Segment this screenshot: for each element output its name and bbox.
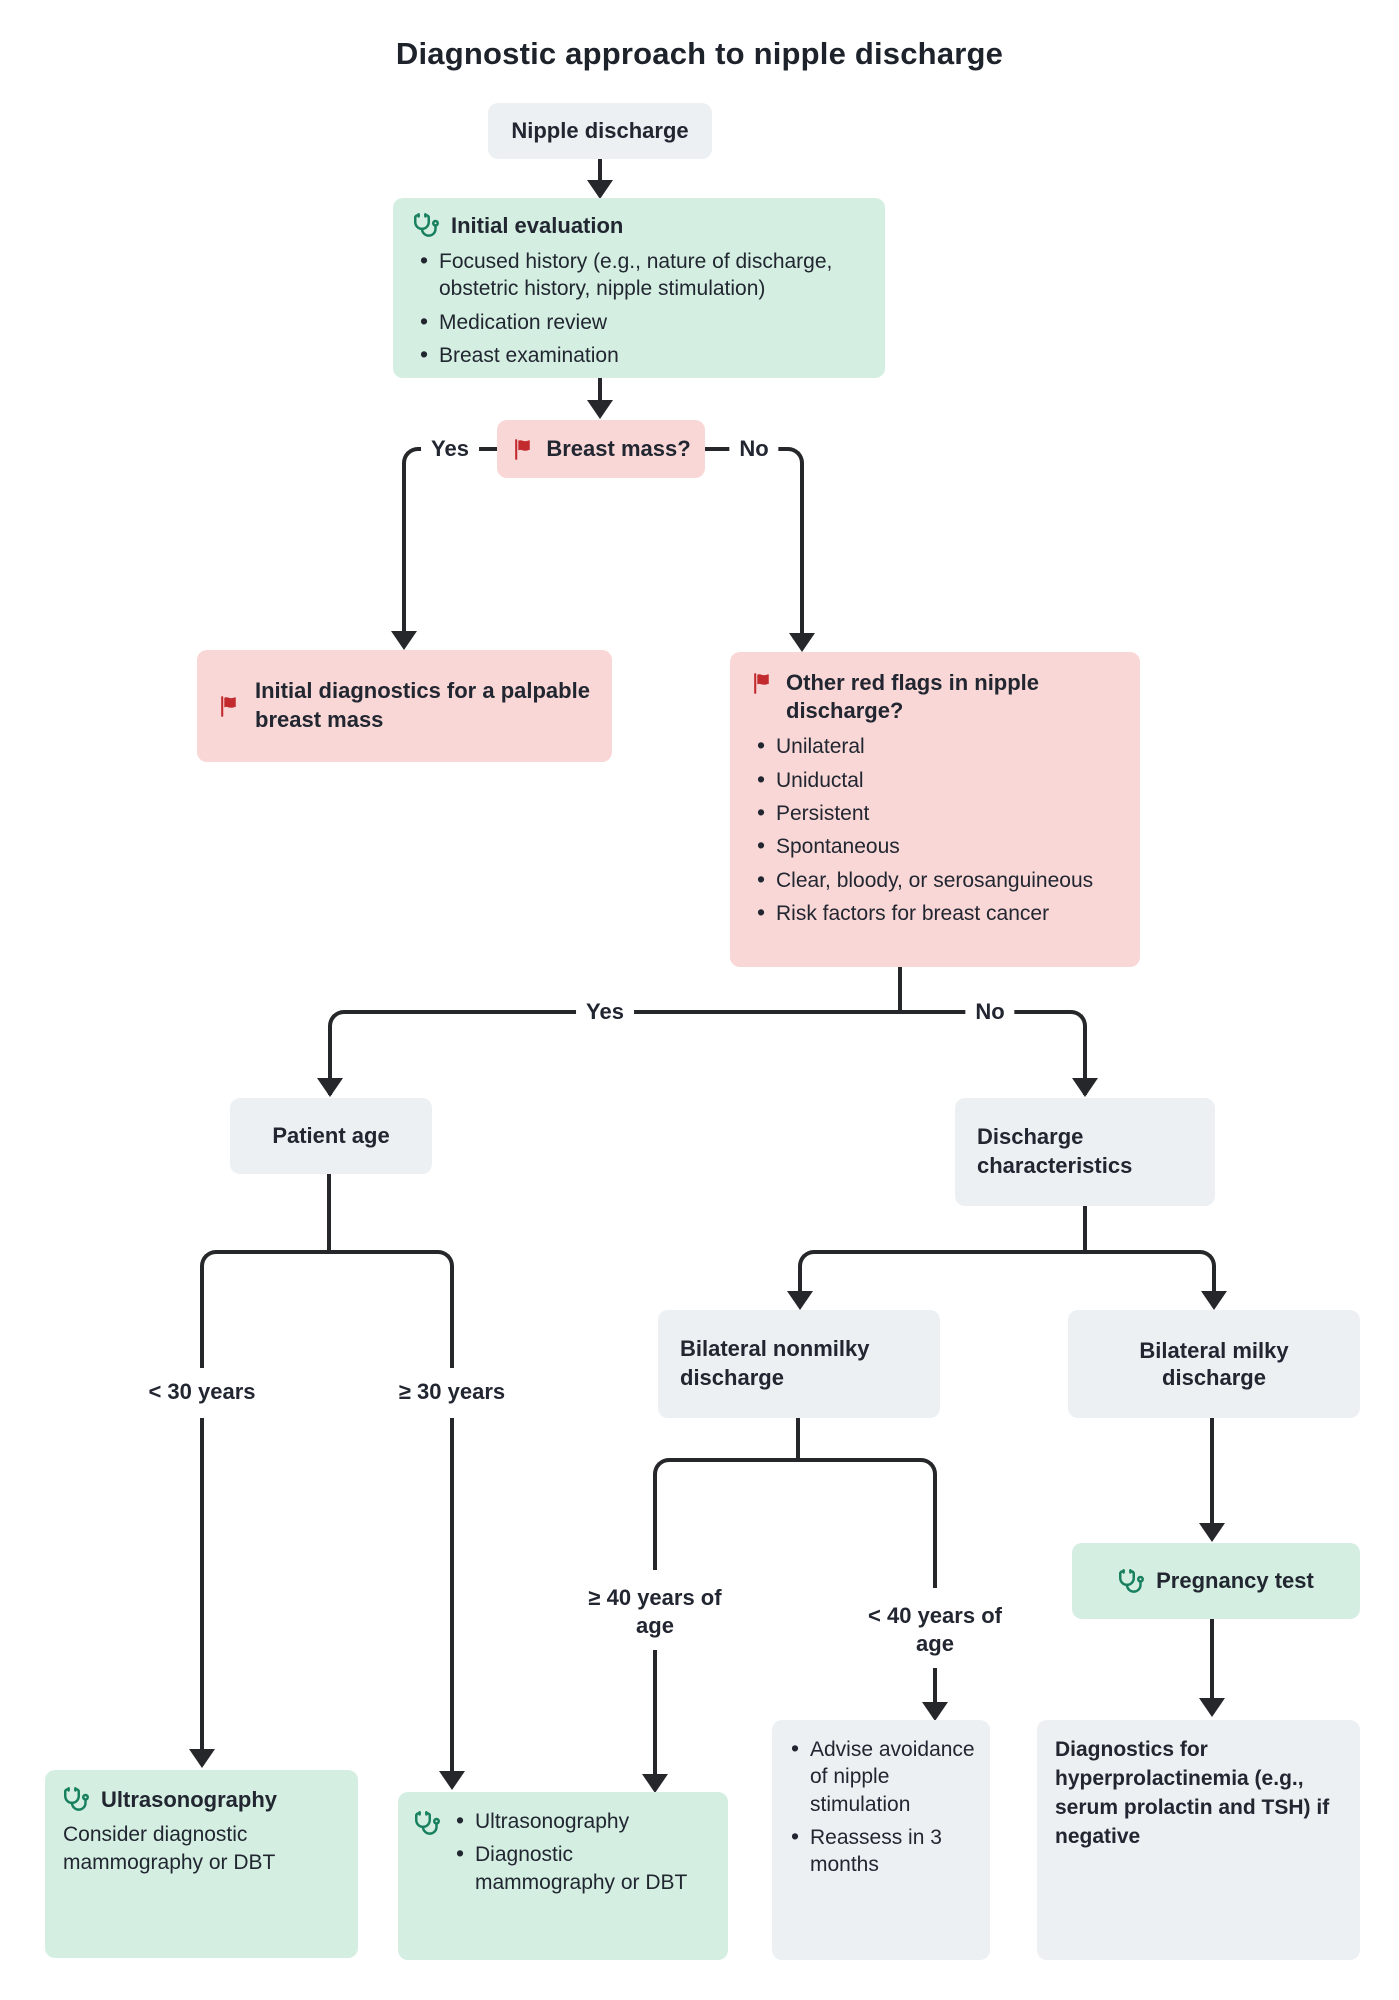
node-title: Initial diagnostics for a palpable breast mass [255,678,590,732]
connector [450,1418,454,1772]
list-item: • Clear, bloody, or serosanguineous [750,867,1120,894]
connector [598,159,602,181]
node-pregnancy-test [1072,1543,1360,1619]
node-nipple-discharge [488,103,712,159]
arrowhead [1201,1291,1227,1310]
flag-icon [750,671,775,696]
node-title: Initial evaluation [451,213,624,238]
edge-label-age-under-40: < 40 years of age [851,1599,1019,1661]
edge-label-yes: Yes [421,433,479,465]
node-initial-evaluation [393,198,885,378]
connector [1083,1206,1087,1252]
flag-icon [511,437,536,462]
bullet-list [750,733,1120,927]
node-header [413,212,865,240]
node-bilateral-nonmilky [658,1310,940,1418]
node-patient-age [230,1098,432,1174]
connector [798,1250,1085,1292]
arrowhead [587,180,613,199]
node-label: Bilateral milky discharge [1139,1337,1289,1390]
node-label: Discharge characteristics [977,1124,1133,1178]
node-other-red-flags [730,652,1140,967]
node-imaging-30-plus [398,1792,728,1960]
list-item: • Ultrasonography [449,1808,716,1835]
node-bilateral-milky [1068,1310,1360,1418]
connector [1210,1619,1214,1699]
node-title: Ultrasonography [101,1787,278,1812]
edge-label-no: No [729,433,778,465]
node-label: Bilateral nonmilky discharge [680,1336,870,1390]
node-label: Nipple discharge [511,118,689,144]
list-item: • Spontaneous [750,833,1120,860]
list-item: • Reassess in 3 months [784,1824,982,1879]
node-body: Consider diagnostic mammography or DBT [63,1823,276,1875]
edge-label-yes: Yes [576,996,634,1028]
list-item: • Persistent [750,800,1120,827]
bullet-list [784,1736,982,1878]
edge-label-no: No [965,996,1014,1028]
list-item: • Breast examination [413,342,865,369]
list-item: • Advise avoidance of nipple stimulation [784,1736,982,1818]
edge-label-age-under-30: < 30 years [138,1376,265,1408]
list-item: • Focused history (e.g., nature of discharge, obstetric history, nipple stimulation) [413,248,865,303]
connector [653,1458,798,1570]
connector [402,447,497,632]
bullet-list [449,1808,716,1944]
list-item: • Risk factors for breast cancer [750,900,1120,927]
connector [796,1418,800,1460]
connector [1210,1418,1214,1524]
node-hyperprolactinemia [1037,1720,1360,1960]
connector [798,1458,937,1588]
connector [329,1250,454,1368]
connector [898,967,902,1013]
arrowhead [439,1771,465,1790]
list-item: • Diagnostic mammography or DBT [449,1841,716,1896]
arrowhead [587,400,613,419]
stethoscope-icon [63,1786,90,1813]
arrowhead [1199,1698,1225,1717]
node-label: Pregnancy test [1156,1568,1314,1594]
node-label: Diagnostics for hyperprolactinemia (e.g., serum prolactin and TSH) if negative [1055,1738,1330,1848]
arrowhead [789,633,815,652]
arrowhead [642,1774,668,1793]
arrowhead [787,1291,813,1310]
list-item: • Unilateral [750,733,1120,760]
edge-label-age-30-plus: ≥ 30 years [389,1376,515,1408]
connector [653,1650,657,1776]
page-title: Diagnostic approach to nipple discharge [395,36,1004,71]
node-breast-mass [497,420,705,478]
connector [200,1418,204,1750]
flag-icon [217,694,242,719]
edge-label-age-40-plus: ≥ 40 years of age [576,1581,734,1643]
arrowhead [1199,1523,1225,1542]
connector [933,1668,937,1704]
connector [1085,1250,1216,1292]
connector [705,447,804,634]
connector [598,378,602,402]
arrowhead [1072,1078,1098,1097]
node-title: Other red flags in nipple discharge? [786,670,1040,724]
bullet-list [413,248,865,369]
connector [200,1250,329,1368]
list-item: • Medication review [413,309,865,336]
node-header [750,669,1120,725]
node-ultrasonography-under-30 [45,1770,358,1958]
arrowhead [922,1702,948,1721]
arrowhead [189,1749,215,1768]
arrowhead [317,1078,343,1097]
node-label: Patient age [272,1123,390,1149]
node-header [63,1786,340,1814]
stethoscope-icon [1118,1568,1145,1595]
stethoscope-icon [414,1810,441,1837]
node-initial-diagnostics [197,650,612,762]
stethoscope-icon [413,212,440,239]
node-advise-avoidance [772,1720,990,1960]
connector [327,1174,331,1252]
node-title: Breast mass? [546,436,691,462]
list-item: • Uniductal [750,767,1120,794]
node-discharge-characteristics [955,1098,1215,1206]
arrowhead [391,631,417,650]
